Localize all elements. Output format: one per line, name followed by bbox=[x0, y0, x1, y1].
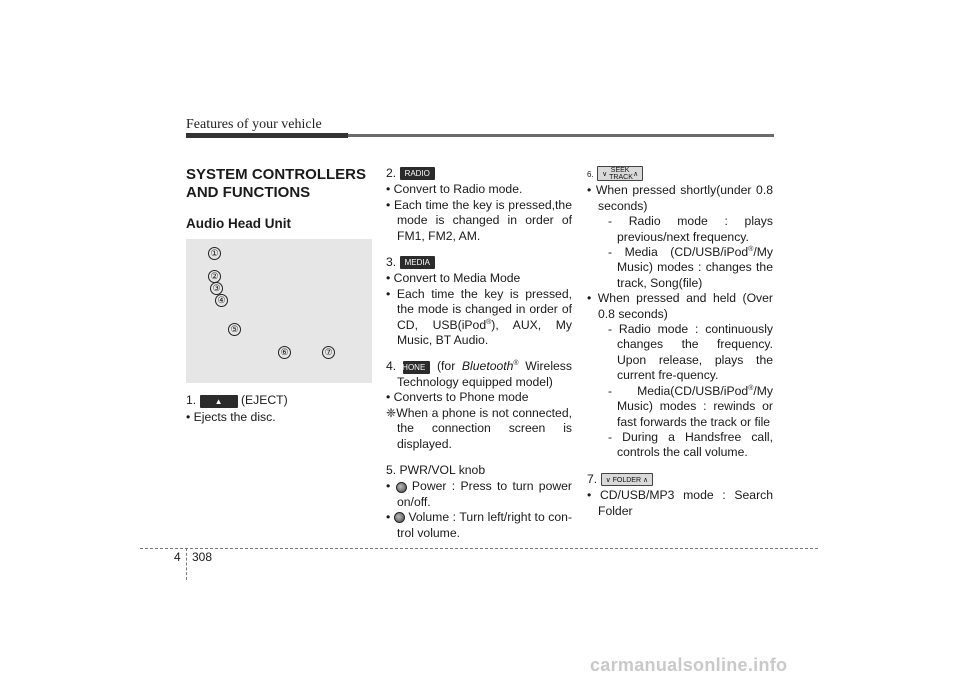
item-1-label: (EJECT) bbox=[240, 393, 288, 408]
registered-mark: ® bbox=[748, 245, 754, 253]
item-7-number: 7. bbox=[587, 471, 598, 486]
item-4-bullet-1: • Converts to Phone mode bbox=[386, 390, 529, 405]
knob-icon bbox=[396, 482, 407, 493]
item-6-dash-2-text: - Media (CD/USB/iPod bbox=[608, 245, 749, 260]
folder-label: FOLDER bbox=[612, 477, 642, 484]
item-7 bbox=[587, 472, 773, 487]
item-3 bbox=[386, 255, 572, 270]
item-6-bullet-2: • When pressed and held (Over 0.8 seconds) bbox=[587, 291, 773, 321]
callout-2: ② bbox=[208, 270, 221, 283]
item-6 bbox=[587, 166, 773, 182]
seek-track-label: SEEK TRACK bbox=[609, 167, 633, 182]
item-7-bullet-1: • CD/USB/MP3 mode : Search Folder bbox=[587, 488, 773, 518]
subsection-title: Audio Head Unit bbox=[186, 216, 291, 231]
footer-divider bbox=[186, 548, 187, 580]
item-3-bullet-2-text: • Each time the key is pressed, the mode is changed in order of CD, USB(iPod bbox=[386, 286, 572, 332]
item-4-number: 4. bbox=[386, 359, 397, 374]
item-5-title: 5. PWR/VOL knob bbox=[386, 462, 486, 477]
seek-track-button-icon: ∨ SEEK TRACK ∧ bbox=[597, 166, 643, 181]
knob-icon bbox=[394, 512, 405, 523]
registered-mark: ® bbox=[748, 384, 754, 392]
eject-button-icon: ▲ bbox=[200, 395, 238, 408]
bluetooth-word: Bluetooth bbox=[461, 359, 514, 374]
header-rule-accent bbox=[186, 133, 348, 138]
folder-button-icon: ∨ FOLDER ∧ bbox=[601, 473, 654, 486]
item-3-bullet-1: • Convert to Media Mode bbox=[386, 271, 521, 286]
registered-mark: ® bbox=[513, 360, 519, 368]
item-6-dash-2 bbox=[597, 245, 773, 291]
item-6-number: 6. bbox=[587, 170, 594, 179]
item-6-dash-2-text-end: /My Music) modes : changes the track, Song(file) bbox=[617, 245, 773, 290]
audio-head-unit-diagram bbox=[186, 239, 372, 383]
item-6-dash-4 bbox=[597, 384, 773, 430]
callout-6: ⑥ bbox=[278, 346, 291, 359]
item-6-bullet-1: • When pressed shortly(under 0.8 seconds) bbox=[587, 183, 773, 213]
item-2 bbox=[386, 166, 572, 181]
phone-button-icon: PHONE bbox=[403, 361, 430, 374]
item-6-dash-1: - Radio mode : plays previous/next frequency. bbox=[608, 214, 773, 244]
item-4-text: (for bbox=[436, 359, 456, 374]
item-3-bullet-2 bbox=[386, 287, 572, 349]
item-6-dash-3: - Radio mode : continuously changes the frequency. Upon release, plays the current fre-quency. bbox=[608, 322, 773, 383]
item-5-bullet-2-text: Volume : Turn left/right to con-trol volume. bbox=[397, 510, 573, 540]
item-3-number: 3. bbox=[386, 255, 397, 270]
item-6-dash-5: - During a Handsfree call, controls the call volume. bbox=[608, 429, 773, 460]
callout-7: ⑦ bbox=[322, 346, 335, 359]
item-5-bullet-1: • Power : Press to turn power on/off. bbox=[386, 479, 572, 509]
watermark: carmanualsonline.info bbox=[590, 655, 788, 675]
page-number: 308 bbox=[192, 550, 213, 564]
column-2 bbox=[386, 166, 572, 541]
item-1-bullet: • Ejects the disc. bbox=[186, 409, 276, 424]
item-2-number: 2. bbox=[386, 166, 397, 180]
item-5-bullet-1-text: Power : Press to turn power on/off. bbox=[397, 479, 572, 509]
running-header: Features of your vehicle bbox=[186, 117, 322, 132]
item-1-number: 1. bbox=[186, 393, 197, 408]
item-4 bbox=[386, 359, 572, 390]
chapter-number: 4 bbox=[174, 550, 181, 564]
item-2-bullet-2: • Each time the key is pressed,the mode is changed in order of FM1, FM2, AM. bbox=[386, 197, 572, 243]
media-button-icon: MEDIA bbox=[400, 256, 435, 269]
column-1 bbox=[186, 166, 372, 425]
item-4-text-end: Wireless Technology equipped model) bbox=[397, 359, 572, 389]
callout-3: ③ bbox=[210, 282, 223, 295]
item-5-bullet-2: • Volume : Turn left/right to con-trol volume. bbox=[386, 510, 573, 540]
item-4-note: ❈When a phone is not connected, the connection screen is displayed. bbox=[386, 405, 572, 451]
item-3-bullet-2-text-end: ), AUX, My Music, BT Audio. bbox=[397, 317, 572, 348]
footer-rule bbox=[140, 548, 818, 549]
item-1 bbox=[186, 393, 372, 408]
radio-button-icon: RADIO bbox=[400, 167, 435, 180]
registered-mark: ® bbox=[486, 318, 492, 326]
item-2-bullet-1: • Convert to Radio mode. bbox=[386, 182, 523, 197]
column-3 bbox=[587, 166, 773, 519]
item-6-dash-4-text: - Media(CD/USB/iPod bbox=[608, 383, 749, 398]
callout-1: ① bbox=[208, 247, 221, 260]
callout-4: ④ bbox=[215, 294, 228, 307]
callout-5: ⑤ bbox=[228, 323, 241, 336]
item-6-dash-4-text-end: /My Music) modes : rewinds or fast forwards the track or file bbox=[617, 383, 773, 429]
section-title: SYSTEM CONTROLLERS AND FUNCTIONS bbox=[186, 166, 367, 201]
